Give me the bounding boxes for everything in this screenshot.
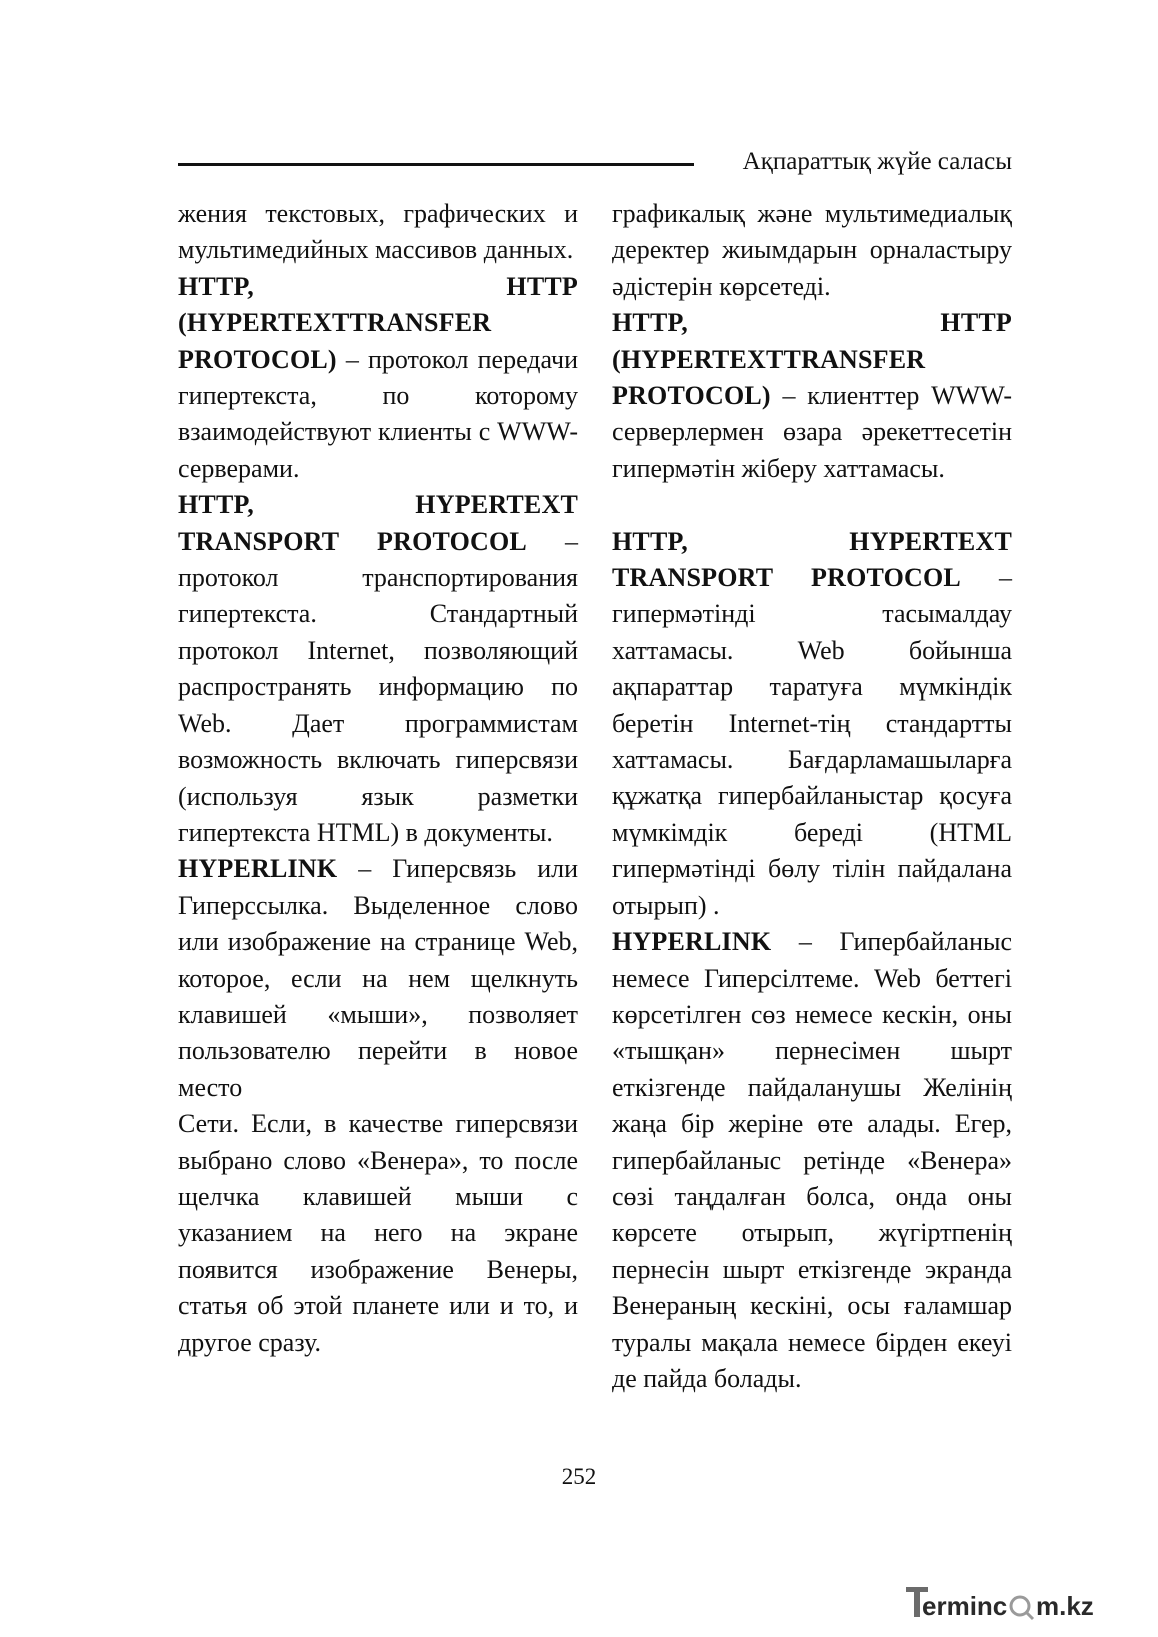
- right-column: [612, 196, 1012, 1397]
- glossary-entry: [178, 487, 578, 851]
- entry-term: HTTP, HTTP (HYPERTEXTTRANSFER PROTOCOL): [178, 271, 578, 374]
- termincom-logo: [902, 1579, 1132, 1625]
- entry-definition: – гипермәтінді тасымалдау хаттамасы. Web бойынша ақпараттар таратуға мүмкіндік беретін Internet-тің стандартты хаттамасы. Бағдарламашыларға құжатқа гипербайланыстар қосуға мүмкімдік береді (HTML гипермәтінді бөлу тілін пайдалана отырып) .: [612, 563, 1013, 920]
- header-rule: [178, 163, 694, 166]
- entry-definition: – протокол транспортирования гипертекста. Стандартный протокол Internet, позволяющий распространять информацию по Web. Дает программистам возможность включать гиперсвязи (используя язык разметки гипертекста HTML) в документы.: [178, 526, 579, 847]
- entry-definition: – Гиперсвязь или Гиперссылка. Выделенное слово или изображение на странице Web, которое, если на нем щелкнуть клавишей «мыши», позволяет пользователю перейти в новое место: [178, 854, 578, 1102]
- running-header: [178, 144, 1012, 184]
- header-title: Ақпараттық жүйе саласы: [742, 148, 1012, 175]
- svg-text:m.kz: m.kz: [1036, 1591, 1094, 1621]
- entry-term: HTTP, HTTP (HYPERTEXTTRANSFER PROTOCOL): [612, 308, 1012, 411]
- entry-definition: – протокол передачи гипертекста, по которому взаимодействуют клиенты с WWW-серверами.: [178, 344, 578, 483]
- left-column: [178, 196, 578, 1361]
- glossary-entry: [612, 524, 1012, 924]
- entry-term: HTTP, HYPERTEXT TRANSPORT PROTOCOL: [178, 490, 578, 556]
- blank-line: [612, 487, 1012, 523]
- page-number: 252: [561, 1464, 597, 1489]
- glossary-entry: [612, 305, 1012, 487]
- entry-term: HYPERLINK: [178, 854, 338, 884]
- glossary-entry: [178, 851, 578, 1106]
- entry-term: HYPERLINK: [612, 927, 772, 957]
- entry-definition: – Гипербайланыс немесе Гиперсілтеме. Web беттегі көрсетілген сөз немесе кескін, оны «тышқан» пернесімен шырт еткізгенде пайдаланушы Желінің жаңа бір жеріне өте алады. Егер, гипербайланыс ретінде «Венера» сөзі таңдалған болса, онда оны көрсете отырып, жүгіртпенің пернесін шырт еткізгенде экранда Венераның кескіні, осы ғаламшар туралы мақала немесе бірден екеуі де пайда болады.: [612, 927, 1012, 1393]
- svg-text:erminc: erminc: [922, 1591, 1008, 1621]
- continuation-paragraph: Сети. Если, в качестве гиперсвязи выбрано слово «Венера», то после щелчка клавишей мыши с указанием на него на экране появится изображение Венеры, статья об этой планете или и то, и другое сразу.: [178, 1109, 578, 1357]
- continuation-paragraph: жения текстовых, графических и мультимедийных массивов данных.: [178, 199, 578, 265]
- continuation-paragraph: графикалық және мультимедиалық деректер жиымдарын орналастыру әдістерін көрсетеді.: [612, 199, 1012, 301]
- glossary-entry: [178, 269, 578, 487]
- entry-term: HTTP, HYPERTEXT TRANSPORT PROTOCOL: [612, 526, 1012, 593]
- entry-definition: – клиенттер WWW-серверлермен өзара әрекеттесетін гипермәтін жіберу хаттамасы.: [612, 381, 1012, 483]
- glossary-entry: [612, 924, 1012, 1397]
